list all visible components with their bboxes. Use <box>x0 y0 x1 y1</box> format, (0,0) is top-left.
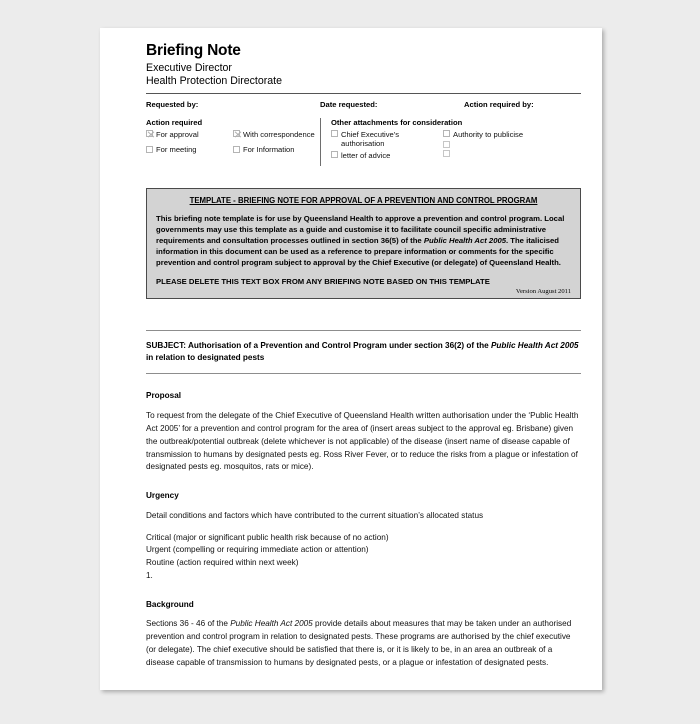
section-heading-proposal: Proposal <box>146 391 182 401</box>
template-notice-box <box>146 188 581 299</box>
checkbox-blank-2[interactable] <box>443 150 450 157</box>
checkbox-label: Chief Executive's authorisation <box>341 129 400 149</box>
background-suffix: provide details about measures that may be taken under an authorised prevention and control program in relation to designated pests. These programs are authorised by the chief executive (or delegate). The chief executive should be satisfied that there is, or it is likely to be, in an area an outbreak of a disease capable of transmission to humans by designated pests, or a plague or infestation of designated pests. <box>146 619 572 667</box>
urgency-status-routine: Routine (action required within next week) <box>146 558 299 568</box>
subject-block <box>146 330 581 375</box>
checkbox-empty-icon[interactable] <box>331 151 338 158</box>
checkbox-for-meeting[interactable] <box>146 145 233 154</box>
checkbox-for-approval[interactable] <box>146 130 233 139</box>
action-required-heading: Action required <box>146 118 203 128</box>
subject-act-citation: Public Health Act 2005 <box>490 340 579 350</box>
checkbox-for-information[interactable] <box>233 145 320 154</box>
checkbox-label: For approval <box>156 129 199 139</box>
subject-suffix: in relation to designated pests <box>146 353 265 362</box>
checkbox-label: Authority to publicise <box>453 129 524 139</box>
section-urgency <box>146 491 581 583</box>
other-attachments-heading: Other attachments for consideration <box>331 118 463 128</box>
checkbox-blank-1[interactable] <box>443 141 450 148</box>
urgency-status-critical: Critical (major or significant public health risk because of no action) <box>146 532 389 542</box>
checkbox-empty-icon[interactable] <box>146 146 153 153</box>
checkbox-checked-icon[interactable] <box>233 130 240 137</box>
template-notice-title: TEMPLATE - BRIEFING NOTE FOR APPROVAL OF A PREVENTION AND CONTROL PROGRAM <box>189 196 538 206</box>
template-body-part2: . The italicised information in this document can be used as a reference to prepare information or comments for the specific prevention and control program subject to approval by the Chief Executive (or delegate) of Queensland Health. <box>156 236 561 268</box>
background-paragraph <box>146 618 581 669</box>
checkbox-label: For Information <box>243 145 295 155</box>
page-title: Briefing Note <box>146 42 241 59</box>
checkbox-authority-to-publicise[interactable] <box>443 130 555 139</box>
section-heading-background: Background <box>146 599 194 609</box>
template-version-stamp: Version August 2011 <box>515 287 571 295</box>
urgency-status-list <box>146 532 581 583</box>
background-act-citation: Public Health Act 2005 <box>230 619 313 629</box>
subject-divider-bottom <box>146 373 581 374</box>
action-required-by-label: Action required by: <box>464 100 534 110</box>
document-masthead <box>146 41 581 94</box>
meta-row <box>146 100 581 109</box>
urgency-paragraph: Detail conditions and factors which have contributed to the current situation’s allocated status <box>146 510 484 520</box>
checkbox-chief-executives-authorisation[interactable] <box>331 130 443 149</box>
requested-by-label: Requested by: <box>146 100 199 110</box>
template-notice-body <box>156 213 571 268</box>
date-requested-label: Date requested: <box>320 100 378 110</box>
proposal-paragraph: To request from the delegate of the Chief Executive of Queensland Health written authorisation under the ‘Public Health Act 2005’ for a prevention and control program for the area of (insert areas subject to the approval eg. Brisbane) given the outbreak/potential outbreak (delete whichever is not applicable) of the disease (insert name of disease capable of transmission to humans by designated pests eg. Ross River Fever, or to reduce the risks from a plague or infestation of designated pests eg. mosquitos, rats or mice). <box>146 411 579 472</box>
template-body-part1: This briefing note template is for use by Queensland Health to approve a prevention and control program. Local governments may use this template as a guide and customise it to facilitate council specific administrative requirements and consultation processes outlined in section 36(5) of the <box>156 214 565 246</box>
checkbox-label: With correspondence <box>243 129 315 139</box>
section-proposal <box>146 391 581 474</box>
checkbox-block <box>146 118 581 166</box>
checkbox-letter-of-advice[interactable] <box>331 151 443 160</box>
masthead-divider <box>146 93 581 94</box>
template-body-act-citation: Public Health Act 2005 <box>423 236 507 246</box>
checkbox-empty-icon[interactable] <box>331 130 338 137</box>
subject-prefix: SUBJECT: Authorisation of a Prevention and Control Program under section 36(2) of the <box>146 340 491 350</box>
urgency-list-item-1: 1. <box>146 570 153 580</box>
template-delete-notice: PLEASE DELETE THIS TEXT BOX FROM ANY BRIEFING NOTE BASED ON THIS TEMPLATE <box>156 276 490 286</box>
section-background <box>146 600 581 670</box>
urgency-status-urgent: Urgent (compelling or requiring immediate action or attention) <box>146 545 369 555</box>
document-page <box>100 28 602 690</box>
checkbox-empty-icon[interactable] <box>443 130 450 137</box>
background-prefix: Sections 36 - 46 of the <box>146 619 231 629</box>
checkbox-with-correspondence[interactable] <box>233 130 320 139</box>
checkbox-checked-icon[interactable] <box>146 130 153 137</box>
section-heading-urgency: Urgency <box>146 491 179 501</box>
other-attachments-group <box>320 118 581 166</box>
checkbox-empty-icon[interactable] <box>233 146 240 153</box>
checkbox-label: For meeting <box>156 145 197 155</box>
checkbox-label: letter of advice <box>341 150 391 160</box>
subject-line <box>146 331 581 374</box>
action-required-group <box>146 118 320 166</box>
document-subtitle-line2: Health Protection Directorate <box>146 75 283 88</box>
document-subtitle-line1: Executive Director <box>146 61 232 74</box>
